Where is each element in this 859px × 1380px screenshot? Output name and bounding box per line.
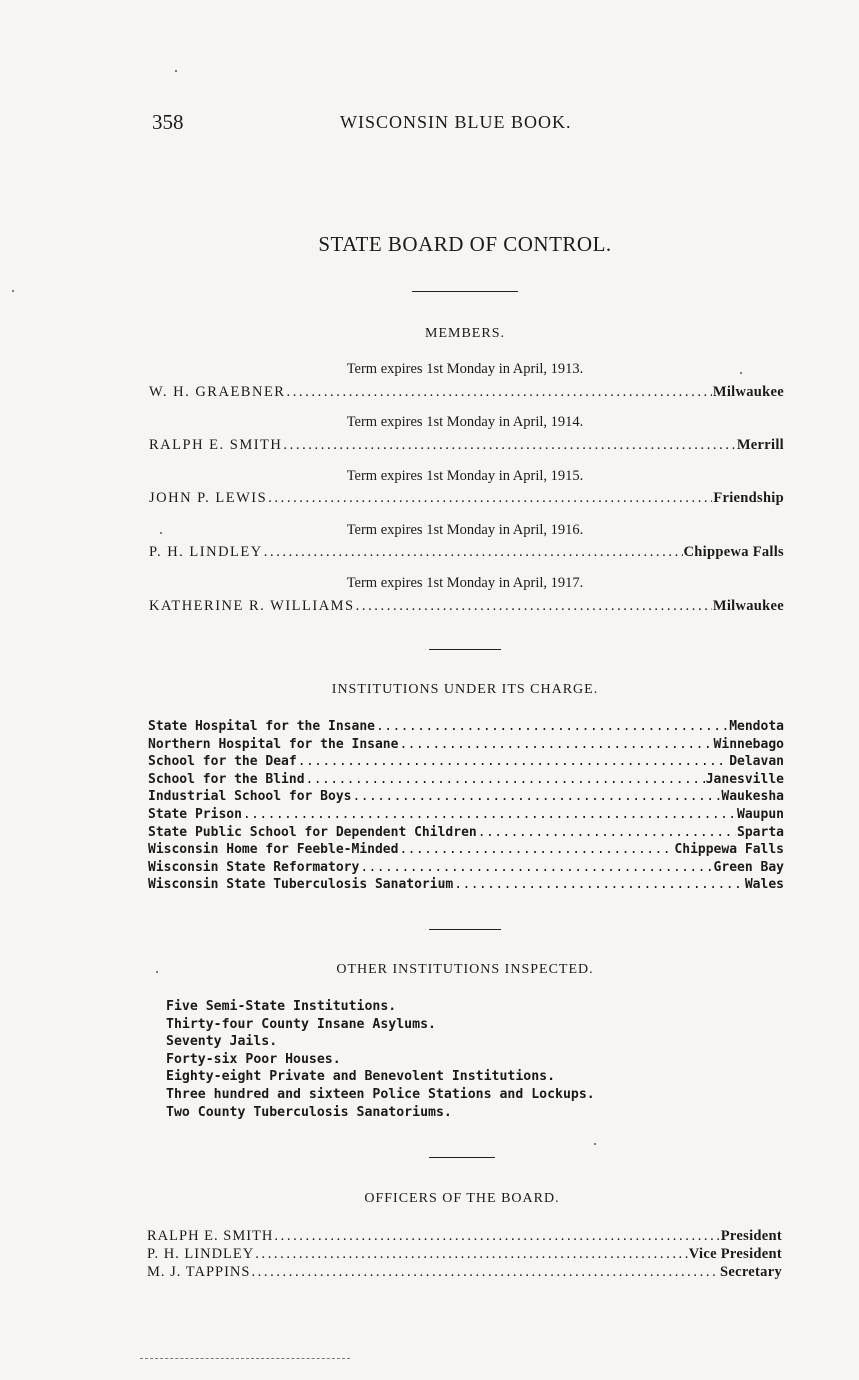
officer-row bbox=[147, 1227, 782, 1245]
leader-dots bbox=[298, 753, 728, 771]
leader-dots bbox=[399, 736, 712, 754]
member-place: Milwaukee bbox=[712, 598, 784, 614]
officer-row bbox=[147, 1263, 782, 1281]
member-name: KATHERINE R. WILLIAMS bbox=[149, 598, 355, 614]
member-term: Term expires 1st Monday in April, 1915. bbox=[346, 468, 584, 484]
leader-dots bbox=[306, 771, 705, 789]
officer-title: Vice President bbox=[688, 1246, 782, 1262]
member-row bbox=[149, 437, 784, 454]
divider bbox=[429, 929, 501, 930]
institution-place: Green Bay bbox=[713, 859, 784, 875]
officer-name: P. H. LINDLEY bbox=[147, 1246, 255, 1262]
officer-title: Secretary bbox=[719, 1264, 782, 1280]
institution-name: School for the Deaf bbox=[148, 754, 297, 770]
officer-title: President bbox=[720, 1228, 782, 1244]
member-row bbox=[149, 544, 784, 561]
institution-place: Waupun bbox=[737, 806, 784, 822]
list-item: Two County Tuberculosis Sanatoriums. bbox=[166, 1104, 452, 1120]
member-place: Milwaukee bbox=[712, 384, 784, 400]
institutions-heading: INSTITUTIONS UNDER ITS CHARGE. bbox=[331, 682, 599, 697]
institution-name: Industrial School for Boys bbox=[148, 789, 352, 805]
officers-list bbox=[147, 1227, 782, 1281]
institution-row bbox=[148, 876, 784, 894]
institution-name: Northern Hospital for the Insane bbox=[148, 736, 399, 752]
member-row bbox=[149, 384, 784, 401]
member-place: Chippewa Falls bbox=[683, 544, 784, 560]
divider bbox=[429, 1157, 495, 1158]
leader-dots bbox=[286, 384, 711, 401]
institution-place: Winnebago bbox=[713, 736, 784, 752]
member-name: RALPH E. SMITH bbox=[149, 437, 283, 453]
institution-row bbox=[148, 736, 784, 754]
institution-name: Wisconsin State Reformatory bbox=[148, 859, 360, 875]
scan-speck bbox=[175, 70, 177, 72]
leader-dots bbox=[243, 806, 736, 824]
institution-place: Chippewa Falls bbox=[674, 842, 784, 858]
member-term: Term expires 1st Monday in April, 1914. bbox=[346, 414, 584, 430]
institutions-list bbox=[148, 718, 784, 894]
officer-name: M. J. TAPPINS bbox=[147, 1264, 251, 1280]
scan-artifact bbox=[140, 1358, 350, 1359]
leader-dots bbox=[399, 841, 673, 859]
institution-row bbox=[148, 771, 784, 789]
institution-place: Sparta bbox=[737, 824, 784, 840]
institution-name: School for the Blind bbox=[148, 771, 305, 787]
institution-name: State Prison bbox=[148, 806, 242, 822]
institution-row bbox=[148, 788, 784, 806]
other-institutions-list bbox=[166, 998, 595, 1121]
scan-speck bbox=[156, 971, 158, 973]
institution-row bbox=[148, 841, 784, 859]
page-number: 358 bbox=[152, 110, 184, 134]
leader-dots bbox=[356, 598, 712, 615]
leader-dots bbox=[274, 1227, 719, 1245]
divider bbox=[429, 649, 501, 650]
member-row bbox=[149, 598, 784, 615]
member-name: JOHN P. LEWIS bbox=[149, 490, 268, 506]
member-name: P. H. LINDLEY bbox=[149, 544, 263, 560]
member-name: W. H. GRAEBNER bbox=[149, 384, 286, 400]
institution-place: Wales bbox=[744, 877, 784, 893]
institution-row bbox=[148, 753, 784, 771]
institution-row bbox=[148, 806, 784, 824]
member-term: Term expires 1st Monday in April, 1917. bbox=[346, 575, 584, 591]
leader-dots bbox=[251, 1263, 719, 1281]
institution-place: Delavan bbox=[729, 754, 784, 770]
institution-name: State Public School for Dependent Children bbox=[148, 824, 477, 840]
institution-place: Janesville bbox=[705, 771, 784, 787]
running-title: WISCONSIN BLUE BOOK. bbox=[340, 112, 572, 132]
institution-row bbox=[148, 824, 784, 842]
member-term: Term expires 1st Monday in April, 1916. bbox=[346, 522, 584, 538]
member-term: Term expires 1st Monday in April, 1913. bbox=[346, 361, 584, 377]
institution-place: Mendota bbox=[729, 719, 784, 734]
page-title: STATE BOARD OF CONTROL. bbox=[318, 232, 612, 256]
institution-place: Waukesha bbox=[721, 789, 784, 805]
leader-dots bbox=[268, 490, 712, 507]
members-heading: MEMBERS. bbox=[425, 326, 505, 341]
member-row bbox=[149, 490, 784, 507]
list-item: Five Semi-State Institutions. bbox=[166, 999, 397, 1014]
institution-row bbox=[148, 718, 784, 736]
leader-dots bbox=[360, 859, 712, 877]
scan-speck bbox=[160, 532, 162, 534]
institution-row bbox=[148, 859, 784, 877]
leader-dots bbox=[353, 788, 721, 806]
other-institutions-heading: OTHER INSTITUTIONS INSPECTED. bbox=[336, 962, 594, 977]
member-place: Friendship bbox=[713, 490, 784, 506]
scan-speck bbox=[740, 372, 742, 374]
institution-name: State Hospital for the Insane bbox=[148, 719, 375, 734]
officer-name: RALPH E. SMITH bbox=[147, 1228, 274, 1244]
scan-speck bbox=[12, 290, 14, 292]
leader-dots bbox=[478, 824, 736, 842]
institution-name: Wisconsin Home for Feeble-Minded bbox=[148, 842, 399, 858]
officer-row bbox=[147, 1245, 782, 1263]
list-item: Thirty-four County Insane Asylums. bbox=[166, 1016, 436, 1032]
leader-dots bbox=[376, 718, 728, 736]
leader-dots bbox=[255, 1245, 688, 1263]
leader-dots bbox=[264, 544, 683, 561]
leader-dots bbox=[454, 876, 744, 894]
list-item: Seventy Jails. bbox=[166, 1034, 278, 1050]
list-item: Three hundred and sixteen Police Stations and Lockups. bbox=[166, 1086, 595, 1102]
divider bbox=[412, 291, 518, 292]
leader-dots bbox=[283, 437, 735, 454]
institution-name: Wisconsin State Tuberculosis Sanatorium bbox=[148, 877, 454, 893]
list-item: Forty-six Poor Houses. bbox=[166, 1051, 341, 1067]
member-place: Merrill bbox=[736, 437, 784, 453]
scan-speck bbox=[594, 1143, 596, 1145]
officers-heading: OFFICERS OF THE BOARD. bbox=[364, 1191, 560, 1206]
list-item: Eighty-eight Private and Benevolent Institutions. bbox=[166, 1069, 556, 1085]
